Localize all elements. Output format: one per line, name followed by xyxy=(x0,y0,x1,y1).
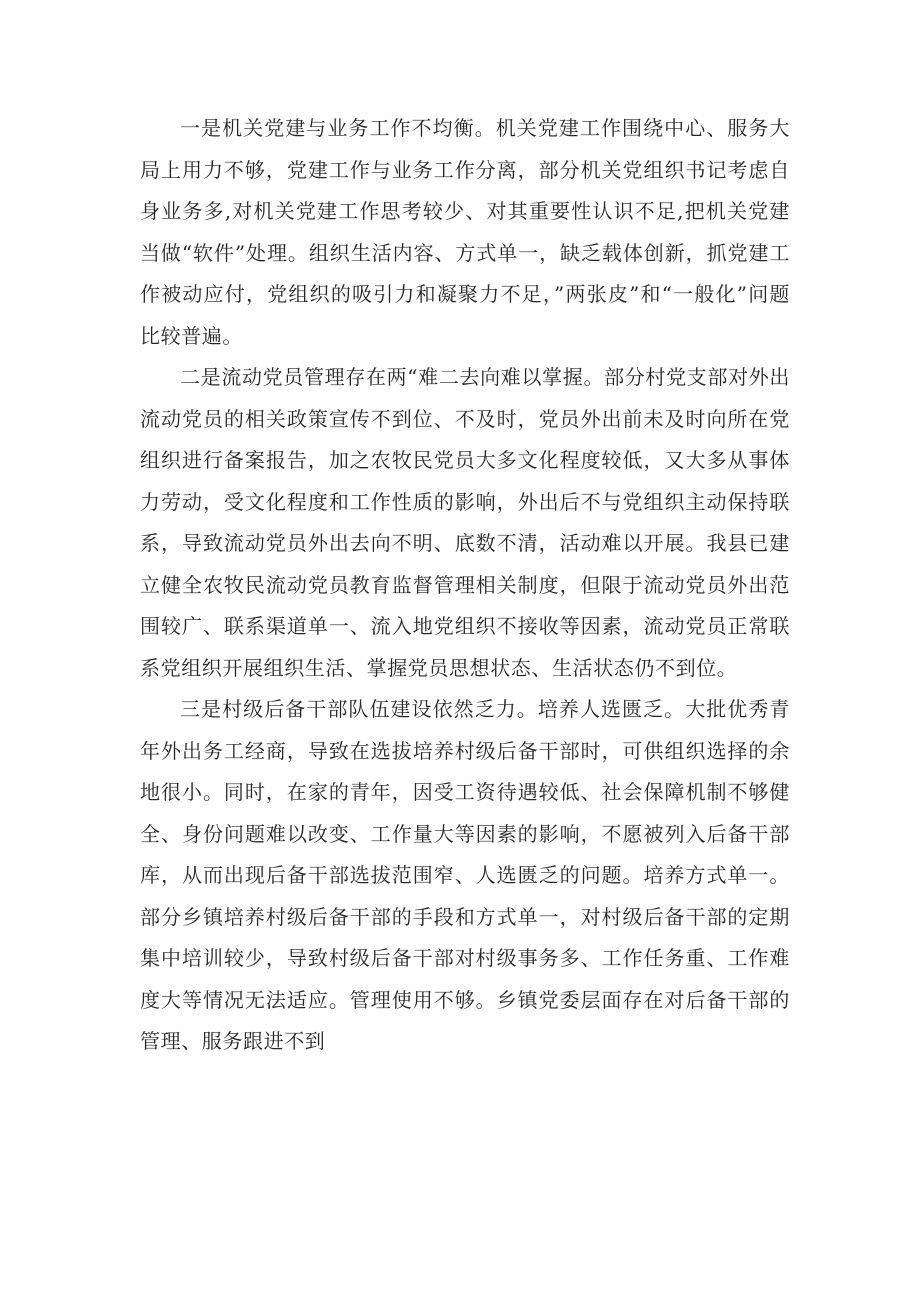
document-body xyxy=(140,108,790,1063)
paragraph-party-building-imbalance: 一是机关党建与业务工作不均衡。机关党建工作围绕中心、服务大局上用力不够，党建工作与业务工作分离，部分机关党组织书记考虑自身业务多,对机关党建工作思考较少、对其重要性认识不足,把机关党建当做“软件”处理。组织生活内容、方式单一，缺乏载体创新，抓党建工作被动应付，党组织的吸引力和凝聚力不足，”两张皮”和“一般化”问题比较普遍。 xyxy=(140,116,790,348)
paragraph-reserve-cadres: 三是村级后备干部队伍建设依然乏力。培养人选匮乏。大批优秀青年外出务工经商，导致在选拔培养村级后备干部时，可供组织选择的余地很小。同时，在家的青年，因受工资待遇较低、社会保障机制不够健全、身份问题难以改变、工作量大等因素的影响，不愿被列入后备干部库，从而出现后备干部选拔范围窄、人选匮乏的问题。培养方式单一。部分乡镇培养村级后备干部的手段和方式单一，对村级后备干部的定期集中培训较少，导致村级后备干部对村级事务多、工作任务重、工作难度大等情况无法适应。管理使用不够。乡镇党委层面存在对后备干部的管理、服务跟进不到 xyxy=(140,697,790,1053)
paragraph-mobile-party-members: 二是流动党员管理存在两“难二去向难以掌握。部分村党支部对外出流动党员的相关政策宣传不到位、不及时，党员外出前未及时向所在党组织进行备案报告，加之农牧民党员大多文化程度较低，又大多从事体力劳动，受文化程度和工作性质的影响，外出后不与党组织主动保持联系，导致流动党员外出去向不明、底数不清，活动难以开展。我县已建立健全农牧民流动党员教育监督管理相关制度，但限于流动党员外出范围较广、联系渠道单一、流入地党组织不接收等因素，流动党员正常联系党组织开展组织生活、掌握党员思想状态、生活状态仍不到位。 xyxy=(140,365,790,680)
